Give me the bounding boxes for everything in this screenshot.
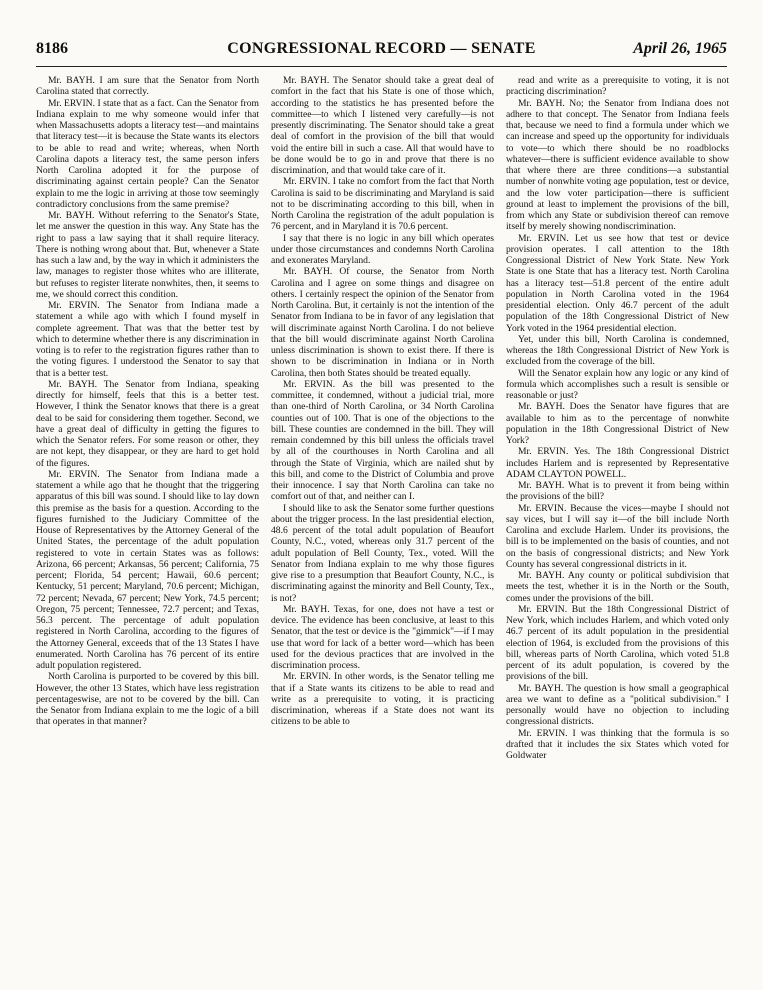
paragraph: Mr. ERVIN. Yes. The 18th Congressional District includes Harlem and is represented by Representative ADAM CLAYTON POWELL. [506,446,729,480]
paragraph: Mr. ERVIN. I was thinking that the formula is so drafted that it includes the six States which voted for Goldwater [506,727,729,761]
paragraph: I say that there is no logic in any bill which operates under those circumstances and condemns North Carolina and exonerates Maryland. [271,232,494,266]
paragraph: Mr. ERVIN. But the 18th Congressional District of New York, which includes Harlem, and which voted only 46.7 percent of its adult population in the presidential election of 1964, is excluded from the provisions of this bill, whereas parts of North Carolina, which voted 51.8 percent of its adult population, is covered by the provisions of the bill. [506,603,729,683]
paragraph: Mr. ERVIN. I take no comfort from the fact that North Carolina is said to be discriminating and Maryland is said not to be discriminating according to this bill, when in North Carolina the registration of the adult population is 76 percent, and in Maryland it is 70.6 percent. [271,176,494,233]
paragraph: Mr. BAYH. The Senator from Indiana, speaking directly for himself, feels that this is a better test. However, I think the Senator knows that there is a great deal to be said for considering them together. Second, we have a great deal of difficulty in getting the figures to which the Senator refers. For some reason or other, they are not kept, they disappear, or they are hard to get hold of the figures. [36,378,259,469]
page-header [36,40,727,67]
paragraph: Mr. ERVIN. The Senator from Indiana made a statement a while ago that he thought that the triggering apparatus of this bill was sound. I should like to lay down this premise as the basis for a question. According to the figures furnished to the Judiciary Committee of the House of Representatives by the Attorney General of the United States, the percentage of the adult population registered to vote in certain States was as follows: Arizona, 66 percent; Arkansas, 56 percent; California, 75 percent; Florida, 54 percent; Hawaii, 60.6 percent; Kentucky, 51 percent; Maryland, 70.6 percent; Michigan, 72 percent; Nevada, 67 percent; New York, 74.5 percent; Oregon, 75 percent; Tennessee, 72.7 percent; and Texas, 56.3 percent. The percentage of adult population registered in North Carolina, according to the figures of the Attorney General, exceeds that of the 13 States I have enumerated. North Carolina has 76 percent of its entire adult population registered. [36,468,259,671]
paragraph: Mr. BAYH. What is to prevent it from being within the provisions of the bill? [506,480,729,503]
paragraph: I should like to ask the Senator some further questions about the trigger process. In the last presidential election, 48.6 percent of the total adult population of Beaufort County, N.C., voted, whereas only 31.7 percent of the adult population of Bell County, Tex., voted. Will the Senator from Indiana explain to me why those figures give rise to a presumption that Beaufort County, N.C., is discriminating against the minority and Bell County, Tex., is not? [271,502,494,604]
paragraph: Mr. ERVIN. Let us see how that test or device provision operates. I call attention to the 18th Congressional District of New York State. New York State is one State that has a literacy test. North Carolina has a literacy test—51.8 percent of the entire adult population in North Carolina voted in the 1964 presidential election. Only 46.7 percent of the adult population of the 18th Congressional District of New York voted in the 1964 presidential election. [506,232,729,334]
paragraph: Mr. ERVIN. In other words, is the Senator telling me that if a State wants its citizens to be able to read and write as a prerequisite to voting, it is practicing discrimination, whereas if a State does not want its citizens to be able to [271,671,494,728]
column-1 [36,75,259,970]
paragraph: Mr. ERVIN. As the bill was presented to the committee, it condemned, without a judicial trial, more than one-third of North Carolina, or 34 North Carolina counties out of 100. That is one of the objections to the bill. These counties are condemned in the bill. They will remain condemned by this bill unless the officials travel by all of the courthouses in North Carolina and all through the State of Virginia, which are nailed shut by this bill, and come to the District of Columbia and prove their innocence. I say that North Carolina can take no comfort out of that, and neither can I. [271,378,494,503]
page-number: 8186 [36,40,68,57]
column-2 [271,75,494,970]
paragraph: Mr. BAYH. Texas, for one, does not have a test or device. The evidence has been conclusive, at least to this Senator, that the test or device is the "gimmick"—if I may use that word for lack of a better word—which has been used for the devious practices that are involved in the discrimination process. [271,603,494,671]
paragraph: Mr. ERVIN. The Senator from Indiana made a statement a while ago with which I found myself in complete agreement. That was that the better test by which to determine whether there is any discrimination in voting is to refer to the registration figures rather than to the voting figures. I understood the Senator to say that that is a better test. [36,300,259,379]
paragraph: Mr. BAYH. Does the Senator have figures that are available to him as to the percentage of nonwhite population in the 18th Congressional District of New York? [506,401,729,446]
paragraph: Yet, under this bill, North Carolina is condemned, whereas the 18th Congressional District of New York is excluded from the coverage of the bill. [506,333,729,368]
paragraph: Mr. ERVIN. I state that as a fact. Can the Senator from Indiana explain to me why someone would infer that when Massachusetts adopts a literacy test—and maintains that literacy test—it is because the State wants its electors to be able to read and write; whereas, when North Carolina dapots a literacy test, the same person infers North Carolina adopted it for the purpose of discriminating against certain people? Can the Senator explain to me the logic in arriving at those tow seemingly contradictory conclusions from the same premise? [36,97,259,210]
text-columns [36,75,729,970]
paragraph: Mr. ERVIN. Because the vices—maybe I should not say vices, but I will say it—of the bill include North Carolina and exclude Harlem. Under its provisions, the bill is to be implemented on the basis of counties, and not on the basis of congressional districts; and New York County has several congressional districts in it. [506,502,729,570]
paragraph: Mr. BAYH. Any county or political subdivision that meets the test, whether it is in the North or the South, comes under the provisions of the bill. [506,570,729,604]
paragraph: Mr. BAYH. Without referring to the Senator's State, let me answer the question in this way. Any State has the right to pass a law saying that it shall require literacy. There is nothing wrong about that. But, whenever a State has such a law and, by the way in which it administers the law, manages to register those whites who are illiterate, but refuses to register literate nonwhites, then, it seems to me, we should correct this condition. [36,210,259,300]
paragraph: read and write as a prerequisite to voting, it is not practicing discrimination? [506,75,729,98]
publication-date: April 26, 1965 [633,40,727,57]
paragraph: Mr. BAYH. Of course, the Senator from North Carolina and I agree on some things and disagree on others. I certainly respect the opinion of the Senator from North Carolina. But, it certainly is not the intention of the Senator from Indiana to be in favor of any legislation that will discriminate against North Carolina. I do not believe that the bill would discriminate against North Carolina unless discrimination is shown to exist there. If there is shown to be discrimination in Indiana or in North Carolina, then both States should be treated equally. [271,266,494,379]
paragraph: Mr. BAYH. The question is how small a geographical area we want to define as a "political subdivision." I personally would have no objection to including congressional districts. [506,682,729,728]
column-3 [506,75,729,970]
paragraph: North Carolina is purported to be covered by this bill. However, the other 13 States, which have less registration percentageswise, are not to be covered by the bill. Can the Senator from Indiana explain to me the logic of a bill that operates in that manner? [36,671,259,728]
paragraph: Mr. BAYH. No; the Senator from Indiana does not adhere to that concept. The Senator from Indiana feels that, because we need to find a formula under which we can increase and speed up the opportunity for individuals to vote—to which there should be no roadblocks whatever—there is sufficient evidence available to show that where there are three conditions—a substantial number of nonwhite voting age population, test or device, and the low voter participation—there is sufficient ground at least to implement the provisions of the bill, from which any State or subdivision thereof can remove itself by merely showing nondiscrimination. [506,97,729,233]
publication-title: CONGRESSIONAL RECORD — SENATE [227,40,536,57]
paragraph: Mr. BAYH. The Senator should take a great deal of comfort in the fact that his State is one of those which, according to the statistics he has presented before the committee—to which I listened very carefully—is not presently discriminating. The Senator should take a great deal of comfort in the provision of the bill that would void the entire bill in such a case. All that would have to be done would be to go in and prove that there is no discrimination, and that would take care of it. [271,75,494,176]
paragraph: Will the Senator explain how any logic or any kind of formula which accomplishes such a result is sensible or reasonable or just? [506,367,729,401]
paragraph: Mr. BAYH. I am sure that the Senator from North Carolina stated that correctly. [36,75,259,98]
